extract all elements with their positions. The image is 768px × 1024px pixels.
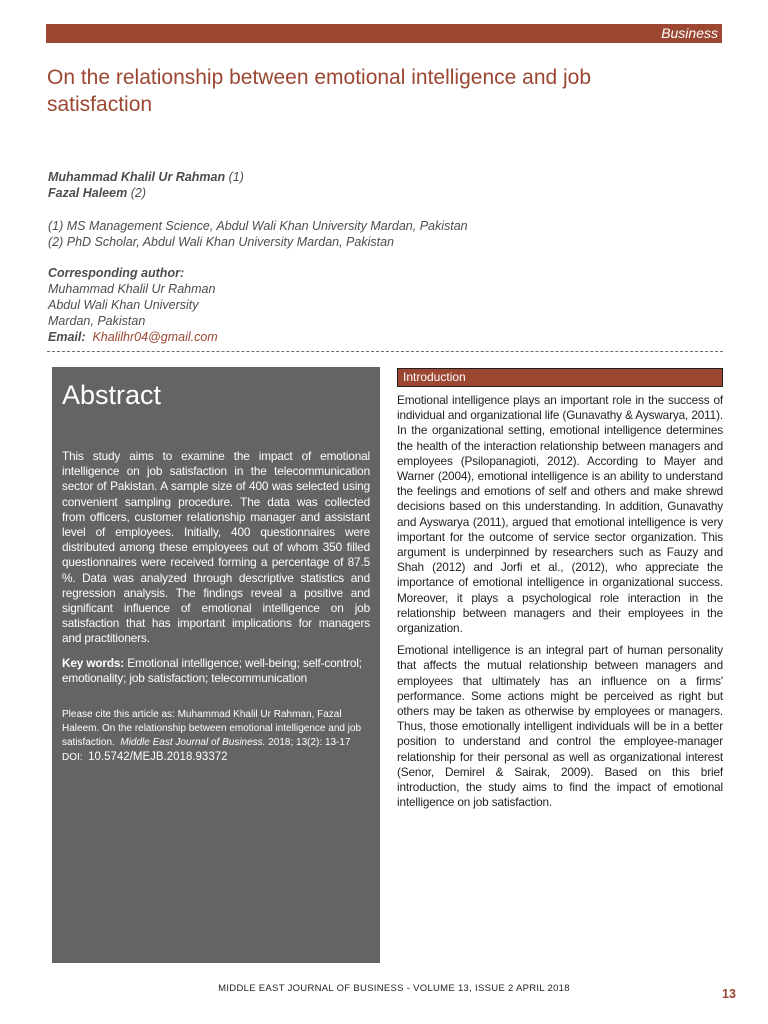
affiliation-list: [48, 218, 468, 250]
page-number: 13: [722, 987, 736, 1001]
introduction-paragraph-2: Emotional intelligence is an integral part of human personality that affects the mutual relationship between managers and employees that ultimately has an influence on a firms' performance. Some actions might be perceived as right but others may be taken as otherwise by employees or managers. Thus, those emotionally intelligent individuals will be in a better position to understand and control the employee-manager relationship for their personal as well as organizational interest (Senor, Demirel & Sairak, 2009). Based on this brief introduction, the study aims to find the impact of emotional intelligence on job satisfaction.: [397, 643, 723, 810]
journal-footer: MIDDLE EAST JOURNAL OF BUSINESS - VOLUME 13, ISSUE 2 APRIL 2018: [218, 983, 570, 994]
introduction-paragraph-1: Emotional intelligence plays an important role in the success of individual and organizational life (Gunavathy & Ayswarya, 2011). In the organizational setting, emotional intelligence determines the health of the interaction relationship between managers and employees (Psilopanagioti, 2012). According to Mayer and Warner (2004), emotional intelligence is an ability to understand the feelings and emotions of self and others and make shrewd decisions based on this understanding. In addition, Gunavathy and Ayswarya (2011), argued that emotional intelligence is very important for the outcome of service sector organization. This argument is underpinned by researchers such as Fauzy and Shah (2012) and Jorfi et al., (2012), who appreciate the importance of emotional intelligence in organizational success. Moreover, it plays a psychological role interaction in the relationship between managers and their employees in the organization.: [397, 393, 723, 636]
keywords: Key words: Emotional intelligence; well-being; self-control; emotionality; job satisfaction; telecommunication: [62, 655, 362, 685]
affiliation-2: (2) PhD Scholar, Abdul Wali Khan University Mardan, Pakistan: [48, 235, 394, 249]
doi-link[interactable]: 10.5742/MEJB.2018.93372: [88, 751, 228, 764]
introduction-body: [397, 393, 723, 817]
author-1: Muhammad Khalil Ur Rahman (1): [48, 170, 244, 184]
abstract-heading: Abstract: [62, 380, 162, 410]
introduction-heading: Introduction: [397, 368, 723, 387]
abstract-panel: [52, 367, 380, 963]
doi: DOI: 10.5742/MEJB.2018.93372: [62, 751, 228, 764]
article-title: On the relationship between emotional intelligence and job satisfaction: [47, 66, 592, 116]
corresponding-email: Email: Khalilhr04@gmail.com: [48, 330, 218, 344]
corresponding-name: Muhammad Khalil Ur Rahman: [48, 282, 216, 296]
citation: Please cite this article as: Muhammad Khalil Ur Rahman, Fazal Haleem. On the relationship between emotional intelligence and job satisfaction. Middle East Journal of Business. 2018; 13(2): 13-17: [62, 709, 362, 749]
section-banner: [46, 24, 722, 43]
section-label: Business: [661, 25, 718, 41]
corresponding-institution: Abdul Wali Khan University: [48, 298, 199, 312]
corresponding-location: Mardan, Pakistan: [48, 314, 146, 328]
abstract-text: This study aims to examine the impact of emotional intelligence on job satisfaction in the telecommunication sector of Pakistan. A sample size of 400 was selected using convenient sampling procedure. The data was collected from officers, customer relationship manager and assistant level of employees. Initially, 400 questionnaires were distributed among these employees out of whom 350 filled questionnaires were received forming a percentage of 87.5 %. Data was analyzed through descriptive statistics and regression analysis. The findings reveal a positive and significant influence of emotional intelligence on job satisfaction that has important implications for managers and practitioners.: [62, 449, 370, 646]
author-2: Fazal Haleem (2): [48, 186, 146, 200]
author-list: [48, 169, 244, 201]
corresponding-label: Corresponding author:: [48, 266, 185, 280]
affiliation-1: (1) MS Management Science, Abdul Wali Khan University Mardan, Pakistan: [48, 219, 468, 233]
email-link[interactable]: Khalilhr04@gmail.com: [92, 330, 218, 344]
dashed-divider: [47, 351, 723, 352]
corresponding-author: [48, 265, 218, 345]
